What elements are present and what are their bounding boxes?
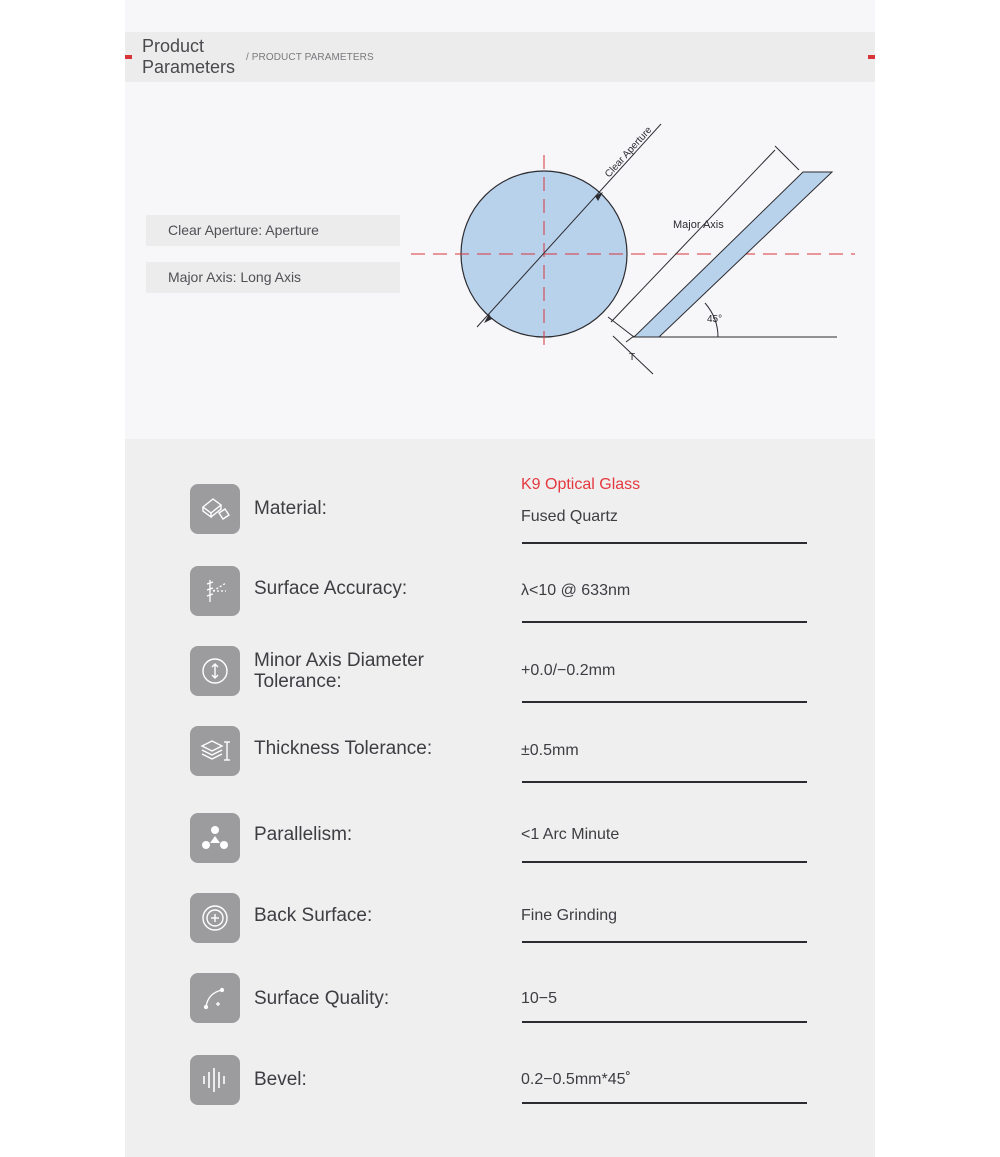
major-axis-ext-bottom — [608, 317, 634, 337]
param-row-bevel — [125, 1050, 875, 1130]
header-accent-left — [125, 55, 132, 59]
thickness-tolerance-icon — [190, 726, 240, 776]
param-underline — [522, 701, 807, 703]
param-value: λ<10 @ 633nm — [521, 582, 631, 599]
parallelism-icon — [190, 813, 240, 863]
param-label: Back Surface: — [254, 905, 373, 926]
param-value: 10−5 — [521, 990, 558, 1007]
param-label: Material: — [254, 498, 327, 519]
param-underline — [522, 861, 807, 863]
param-value-secondary: Fused Quartz — [521, 508, 618, 525]
angle-label: 45° — [707, 314, 723, 325]
param-label: Minor Axis Diameter Tolerance: — [254, 650, 424, 692]
param-underline — [522, 781, 807, 783]
param-value: Fine Grinding — [521, 907, 618, 924]
header-accent-right — [868, 55, 875, 59]
param-underline — [522, 1021, 807, 1023]
page-subtitle: / PRODUCT PARAMETERS — [246, 52, 374, 63]
param-value: ±0.5mm — [521, 742, 579, 759]
legend-clear-aperture: Clear Aperture: Aperture — [146, 215, 400, 246]
material-icon — [190, 484, 240, 534]
param-row-diameter-tolerance — [125, 641, 875, 721]
param-value: +0.0/−0.2mm — [521, 662, 616, 679]
param-value: 0.2−0.5mm*45˚ — [521, 1071, 631, 1088]
thickness-tick — [626, 336, 634, 342]
major-axis-label: Major Axis — [673, 219, 724, 231]
param-label: Thickness Tolerance: — [254, 738, 433, 759]
param-underline — [522, 621, 807, 623]
major-axis-ext-top — [775, 146, 799, 170]
param-row-thickness-tolerance — [125, 721, 875, 801]
param-row-back-surface — [125, 888, 875, 968]
optics-diagram — [405, 110, 860, 380]
param-value: <1 Arc Minute — [521, 826, 620, 843]
diameter-tolerance-icon — [190, 646, 240, 696]
page-title: Product Parameters — [142, 36, 236, 77]
param-row-surface-accuracy — [125, 561, 875, 641]
thickness-label: T — [629, 352, 636, 363]
surface-accuracy-icon — [190, 566, 240, 616]
param-row-material — [125, 476, 875, 559]
param-label: Surface Quality: — [254, 988, 390, 1009]
parameters-section — [125, 439, 875, 1157]
legend-major-axis: Major Axis: Long Axis — [146, 262, 400, 293]
bevel-icon — [190, 1055, 240, 1105]
param-label: Bevel: — [254, 1069, 307, 1090]
clear-aperture-label: Clear Aperture — [603, 124, 655, 181]
param-row-parallelism — [125, 808, 875, 888]
back-surface-icon — [190, 893, 240, 943]
param-value-primary: K9 Optical Glass — [521, 476, 641, 493]
surface-quality-icon — [190, 973, 240, 1023]
param-row-surface-quality — [125, 968, 875, 1048]
param-label: Surface Accuracy: — [254, 578, 408, 599]
param-underline — [522, 1102, 807, 1104]
param-label: Parallelism: — [254, 824, 353, 845]
param-underline — [522, 542, 807, 544]
param-underline — [522, 941, 807, 943]
